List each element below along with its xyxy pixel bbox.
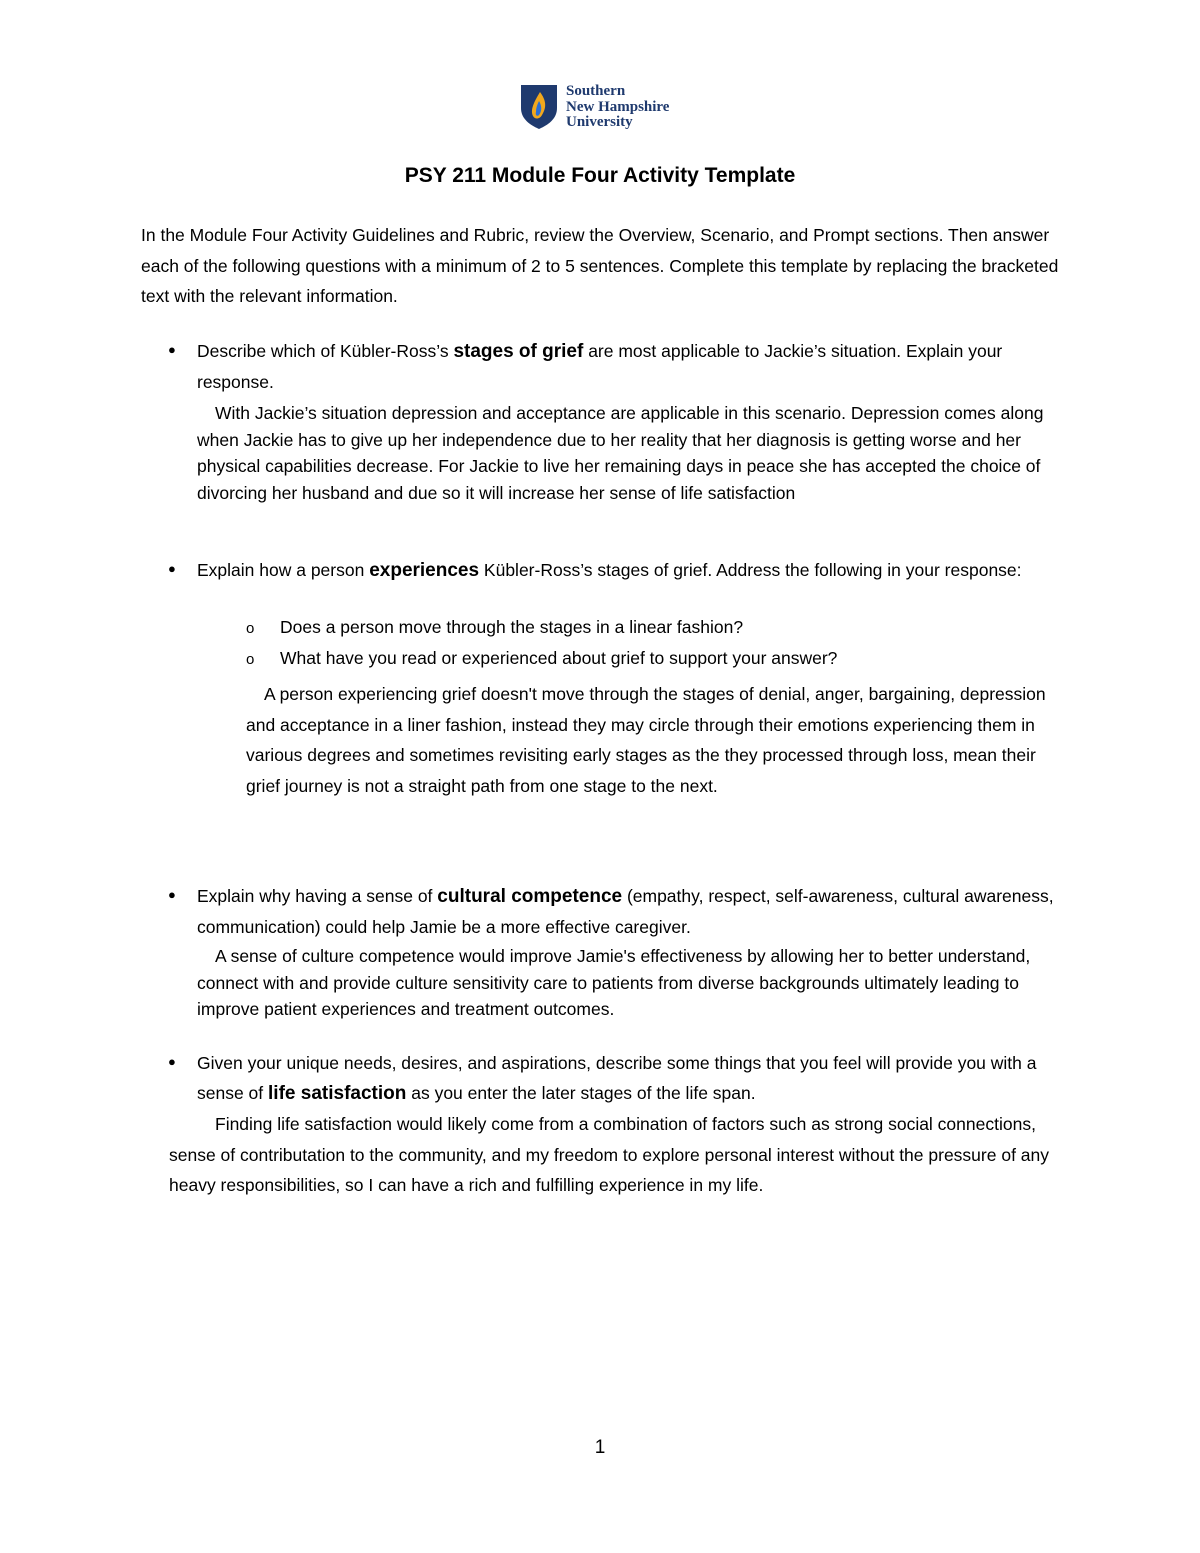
logo-wordmark — [566, 84, 669, 131]
sub-question-2-text: What have you read or experienced about grief to support your answer? — [280, 648, 838, 668]
sub-question-2 — [246, 648, 837, 669]
document-title: PSY 211 Module Four Activity Template — [404, 164, 796, 187]
question-1 — [197, 336, 1067, 397]
sub-bullet-marker: o — [246, 651, 255, 668]
question-1-text-before: Describe which of Kübler-Ross’s — [197, 341, 454, 361]
intro-paragraph: In the Module Four Activity Guidelines and Rubric, review the Overview, Scenario, and Prompt sections. Then answer each of the following questions with a minimum of 2 to 5 sentences. Complete this template by replacing the bracketed text with the relevant information. — [141, 225, 1059, 306]
question-3-text-after: (empathy, respect, self-awareness, cultural awareness, communication) could help Jamie be a more effective caregiver. — [197, 886, 1054, 937]
question-4-text-before: Given your unique needs, desires, and aspirations, describe some things that you feel will provide you with a sense of — [197, 1053, 1037, 1103]
logo-line-2: New Hampshire — [566, 98, 670, 115]
question-4-keyword: life satisfaction — [268, 1083, 407, 1104]
bullet-icon: ● — [168, 561, 176, 576]
sub-question-1-text: Does a person move through the stages in a linear fashion? — [280, 617, 744, 637]
bullet-icon: ● — [168, 1054, 176, 1069]
question-3-text-before: Explain why having a sense of — [197, 886, 438, 906]
question-4 — [197, 1048, 1067, 1109]
sub-bullet-marker: o — [246, 620, 255, 637]
bullet-icon: ● — [168, 342, 176, 357]
logo-line-3: University — [566, 114, 633, 130]
question-2 — [197, 555, 1067, 586]
question-3 — [197, 881, 1067, 942]
bullet-icon: ● — [168, 887, 176, 902]
answer-4: Finding life satisfaction would likely come from a combination of factors such as strong social connections, sense of contributation to the community, and my freedom to explore personal interest without the pressure of any heavy responsibilities, so I can have a rich and fulfilling experience in my life. — [169, 1114, 1050, 1195]
answer-2: A person experiencing grief doesn't move through the stages of denial, anger, bargaining, depression and acceptance in a liner fashion, instead they may circle through their emotions experiencing them in various degrees and sometimes revisiting early stages as the they processed through loss, mean their grief journey is not a straight path from one stage to the next. — [246, 684, 1046, 796]
page-number: 1 — [594, 1437, 606, 1458]
sub-question-1 — [246, 617, 743, 638]
question-2-text-before: Explain how a person — [197, 560, 370, 580]
question-1-text-after: are most applicable to Jackie’s situation. Explain your response. — [197, 341, 1003, 392]
logo-line-1: Southern — [566, 83, 626, 99]
question-2-text-after: Kübler-Ross’s stages of grief. Address the following in your response: — [479, 560, 1022, 580]
question-3-keyword: cultural competence — [437, 886, 623, 907]
shield-flame-icon — [520, 84, 558, 130]
answer-3: A sense of culture competence would improve Jamie's effectiveness by allowing her to better understand, connect with and provide culture sensitivity care to patients from diverse backgrounds ultimately leading to improve patient experiences and treatment outcomes. — [197, 946, 1031, 1019]
question-1-keyword: stages of grief — [453, 341, 584, 362]
answer-1: With Jackie’s situation depression and acceptance are applicable in this scenario. Depression comes along when Jackie has to give up her independence due to her reality that her diagnosis is getting worse and her physical capabilities decrease. For Jackie to live her remaining days in peace she has accepted the choice of divorcing her husband and due so it will increase her sense of life satisfaction — [197, 403, 1044, 503]
university-logo — [520, 84, 669, 131]
question-4-text-after: as you enter the later stages of the life span. — [406, 1083, 756, 1103]
question-2-keyword: experiences — [369, 560, 480, 581]
